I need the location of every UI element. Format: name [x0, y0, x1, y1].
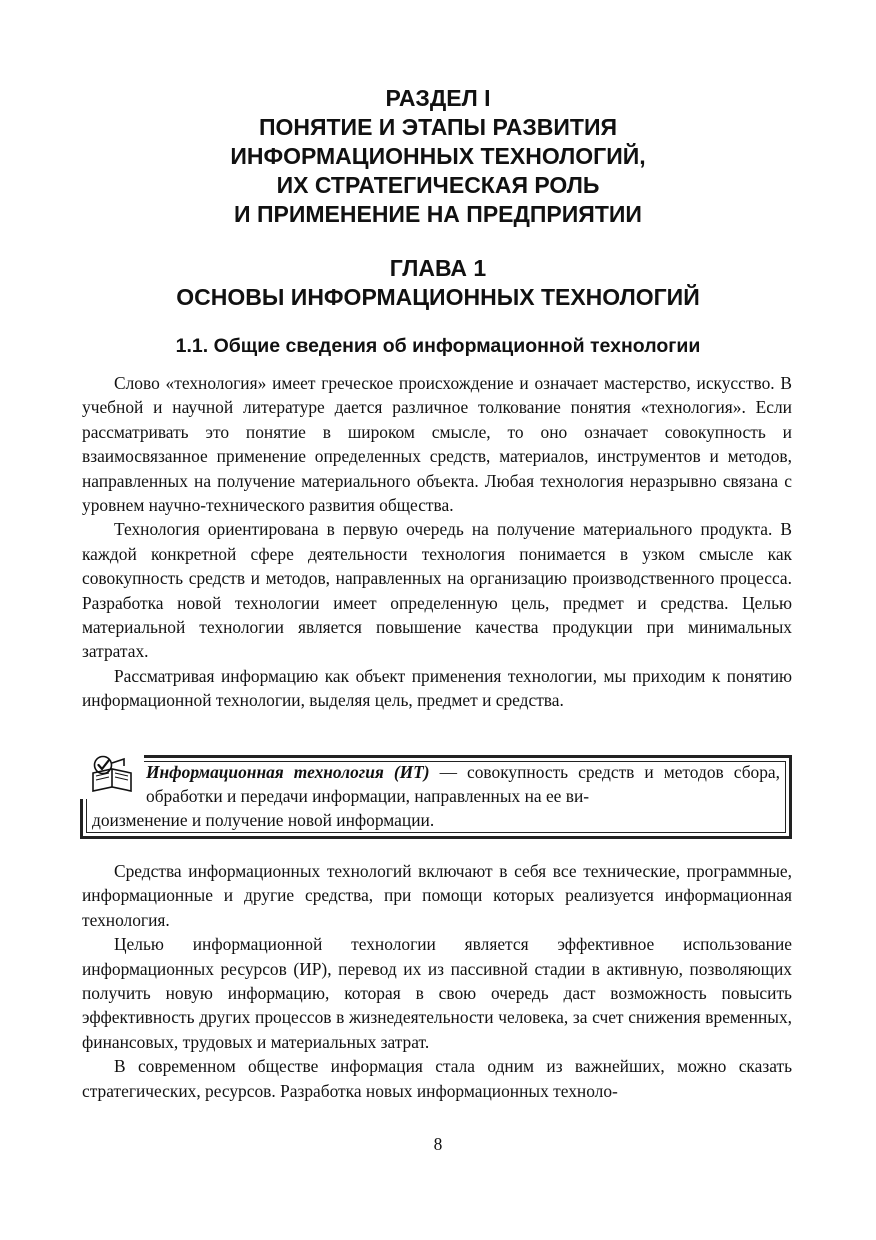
paragraph: Слово «технология» имеет греческое происхождение и означает мастерство, искусство. В учебной и научной литературе дается различное толкование понятия «технология». Если рассматривать это понятие в широком смысле, то оно означает совокупность и взаимосвязанное применение определенных средств, материалов, инструментов и методов, направленных на получение материального объекта. Любая технология неразрывно связана с уровнем научно-технического развития общества. [82, 373, 792, 516]
section-title-line: И ПРИМЕНЕНИЕ НА ПРЕДПРИЯТИИ [234, 201, 642, 227]
body-text-before-definition [82, 371, 792, 713]
section-label: РАЗДЕЛ I [385, 85, 491, 111]
chapter-heading [80, 254, 796, 312]
definition-body: — совокупность средств и методов сбора, обработки и передачи информации, направленных на ее ви- [146, 762, 781, 807]
paragraph: В современном обществе информация стала одним из важнейших, можно сказать стратегических, ресурсов. Разработка новых информационных техноло- [82, 1056, 792, 1101]
subsection-title: 1.1. Общие сведения об информационной технологии [175, 335, 701, 357]
definition-box [80, 755, 792, 839]
paragraph: Рассматривая информацию как объект применения технологии, мы приходим к понятию информационной технологии, выделяя цель, предмет и средства. [82, 665, 792, 711]
book-checkmark-icon [90, 755, 134, 795]
section-heading [80, 84, 796, 229]
definition-term: Информационная технология (ИТ) [146, 762, 430, 782]
paragraph: Технология ориентирована в первую очередь на получение материального продукта. В каждой конкретной сфере деятельности технология понимается в узком смысле как совокупность средств и методов, направленных на организацию производственного процесса. Разработка новой технологии имеет определенную цель, предмет и средства. Целью материальной технологии является повышение качества продукции при минимальных затратах. [82, 519, 792, 662]
definition-text [146, 760, 780, 809]
section-title-line: ИНФОРМАЦИОННЫХ ТЕХНОЛОГИЙ, [230, 143, 646, 169]
paragraph: Средства информационных технологий включают в себя все технические, программные, информационные и другие средства, при помощи которых реализуется информационная технология. [82, 861, 792, 930]
definition-frame-top [143, 755, 792, 758]
chapter-label: ГЛАВА 1 [389, 255, 487, 281]
body-text-after-definition [82, 859, 792, 1103]
chapter-title: ОСНОВЫ ИНФОРМАЦИОННЫХ ТЕХНОЛОГИЙ [176, 284, 700, 310]
paragraph: Целью информационной технологии является эффективное использование информационных ресурсов (ИР), перевод их из пассивной стадии в активную, позволяющих получить новую информацию, которая в свою очередь даст возможность повысить эффективность других процессов в жизнедеятельности человека, за счет снижения временных, финансовых, трудовых и материальных затрат. [82, 934, 792, 1052]
page-number: 8 [433, 1134, 443, 1154]
section-title-line: ИХ СТРАТЕГИЧЕСКАЯ РОЛЬ [276, 172, 600, 198]
section-title-line: ПОНЯТИЕ И ЭТАПЫ РАЗВИТИЯ [258, 114, 618, 140]
definition-text-last-line: доизменение и получение новой информации. [92, 810, 435, 830]
